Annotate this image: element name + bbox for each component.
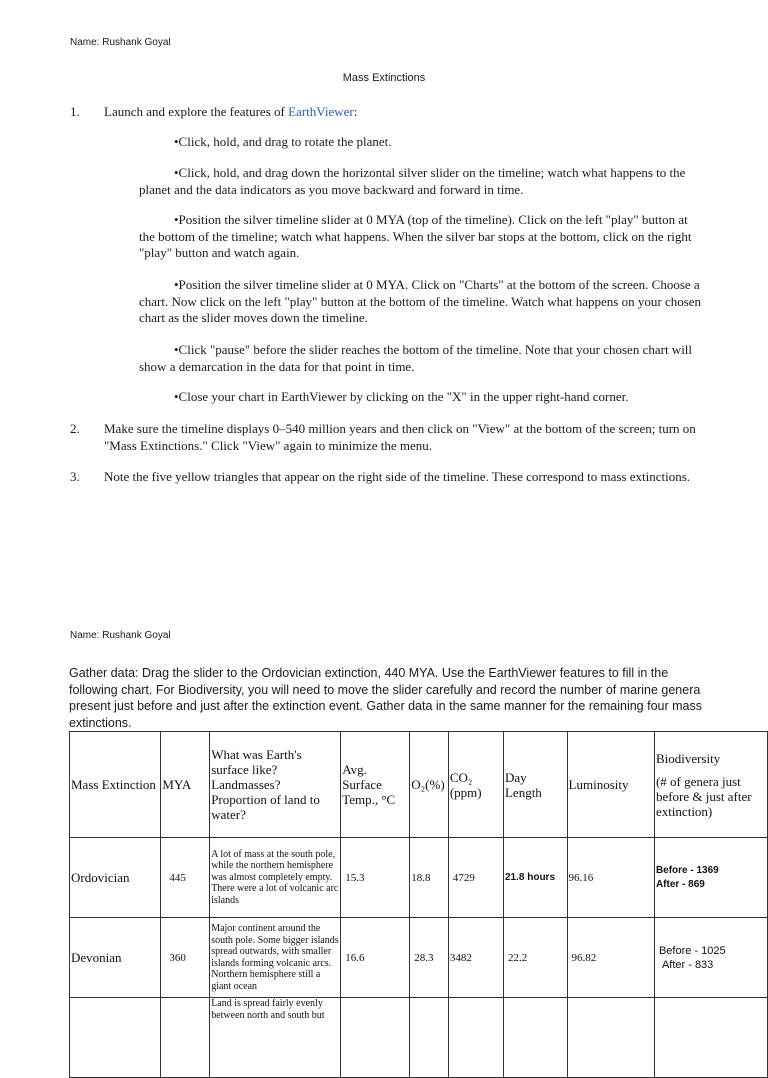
item-number: 2.: [70, 421, 80, 436]
table-row: [70, 998, 768, 1078]
gather-data-instructions: Gather data: Drag the slider to the Ordovician extinction, 440 MYA. Use the EarthViewer features to fill in the following chart. For Biodiversity, you will need to move the slider carefully and record the number of marine genera present just before and just after the extinction event. Gather data in the same manner for the remaining four mass extinctions.: [69, 666, 702, 730]
biodiversity-after: After - 869: [655, 878, 705, 890]
item-number: 3.: [70, 469, 80, 484]
item-1-prefix: Launch and explore the features of: [104, 104, 289, 119]
bullet-item: •Position the silver timeline slider at 0 MYA (top of the timeline). Click on the left "play" button at the bottom of the timeline; watch what happens. When the silver bar stops at the bottom, click on the right "play" button and watch again.: [139, 212, 692, 260]
cell-co2: 3482: [448, 918, 503, 998]
bullet-item: •Close your chart in EarthViewer by clicking on the "X" in the upper right-hand corner.: [174, 389, 629, 404]
cell-day: [503, 998, 567, 1078]
col-header-luminosity: Luminosity: [567, 732, 654, 838]
bullet-item: •Click, hold, and drag to rotate the planet.: [174, 134, 392, 149]
cell-biodiversity: [654, 918, 767, 998]
col-header-mya: MYA: [161, 732, 210, 838]
mass-extinction-table: [69, 731, 768, 1078]
cell-temp: 16.6: [341, 918, 410, 998]
biodiversity-title: Biodiversity: [655, 750, 721, 766]
cell-o2: [410, 998, 449, 1078]
item-1-text: [104, 104, 704, 121]
cell-surface: A lot of mass at the south pole, while the northern hemisphere was almost completely empty. There were a lot of volcanic arc islands: [210, 838, 341, 918]
col-header-temp: Avg. Surface Temp., °C: [341, 732, 410, 838]
bullet-item: •Click, hold, and drag down the horizontal silver slider on the timeline; watch what happens to the planet and the data indicators as you move backward and forward in time.: [139, 165, 686, 197]
biodiversity-after: After - 833: [661, 958, 714, 971]
biodiversity-before: Before - 1025: [658, 944, 726, 957]
table-row: [70, 918, 768, 998]
cell-biodiversity: [654, 838, 767, 918]
cell-luminosity: 96.16: [567, 838, 654, 918]
col-header-surface: What was Earth's surface like? Landmasses? Proportion of land to water?: [210, 732, 341, 838]
cell-surface: Land is spread fairly evenly between north and south but: [210, 998, 341, 1078]
cell-mya: 360: [161, 918, 210, 998]
item-1-suffix: :: [353, 104, 358, 119]
item-3-text: Note the five yellow triangles that appear on the right side of the timeline. These correspond to mass extinctions.: [104, 469, 691, 484]
col-header-co2: CO₂ (ppm): [448, 732, 503, 838]
cell-day: 22.2: [503, 918, 567, 998]
cell-o2: 18.8: [410, 838, 449, 918]
cell-temp: 15.3: [341, 838, 410, 918]
cell-luminosity: 96.82: [567, 918, 654, 998]
bullet-item: •Position the silver timeline slider at 0 MYA. Click on "Charts" at the bottom of the screen. Choose a chart. Now click on the left "play" button at the bottom of the timeline. Watch what happens on your chosen chart as the slider moves down the timeline.: [139, 277, 702, 325]
table-row: [70, 838, 768, 918]
cell-extinction: Devonian: [70, 918, 161, 998]
item-2-text: Make sure the timeline displays 0–540 million years and then click on "View" at the bottom of the screen; turn on "Mass Extinctions." Click "View" again to minimize the menu.: [104, 421, 696, 453]
col-header-day: Day Length: [503, 732, 567, 838]
col-header-biodiversity: [654, 732, 767, 838]
student-name: Name: Rushank Goyal: [70, 37, 171, 48]
bullet-item: •Click "pause" before the slider reaches the bottom of the timeline. Note that your chosen chart will show a demarcation in the data for that point in time.: [139, 342, 693, 374]
biodiversity-before: Before - 1369: [655, 864, 719, 876]
cell-day: 21.8 hours: [503, 838, 567, 918]
cell-surface: Major continent around the south pole. Some bigger islands spread outwards, with smaller islands forming volcanic arcs. Northern hemisphere still a giant ocean: [210, 918, 341, 998]
table-header-row: [70, 732, 768, 838]
cell-o2: 28.3: [410, 918, 449, 998]
cell-biodiversity: [654, 998, 767, 1078]
cell-mya: 445: [161, 838, 210, 918]
document-title: Mass Extinctions: [342, 72, 426, 84]
cell-temp: [341, 998, 410, 1078]
cell-co2: [448, 998, 503, 1078]
cell-extinction: Ordovician: [70, 838, 161, 918]
biodiversity-subtitle: (# of genera just before & just after extinction): [655, 773, 752, 819]
student-name: Name: Rushank Goyal: [70, 630, 171, 641]
cell-mya: [161, 998, 210, 1078]
col-header-extinction: Mass Extinction: [70, 732, 161, 838]
col-header-o2: O₂(%): [410, 732, 449, 838]
cell-extinction: [70, 998, 161, 1078]
cell-co2: 4729: [448, 838, 503, 918]
cell-luminosity: [567, 998, 654, 1078]
item-number: 1.: [70, 104, 80, 119]
earthviewer-link[interactable]: EarthViewer: [288, 104, 354, 119]
